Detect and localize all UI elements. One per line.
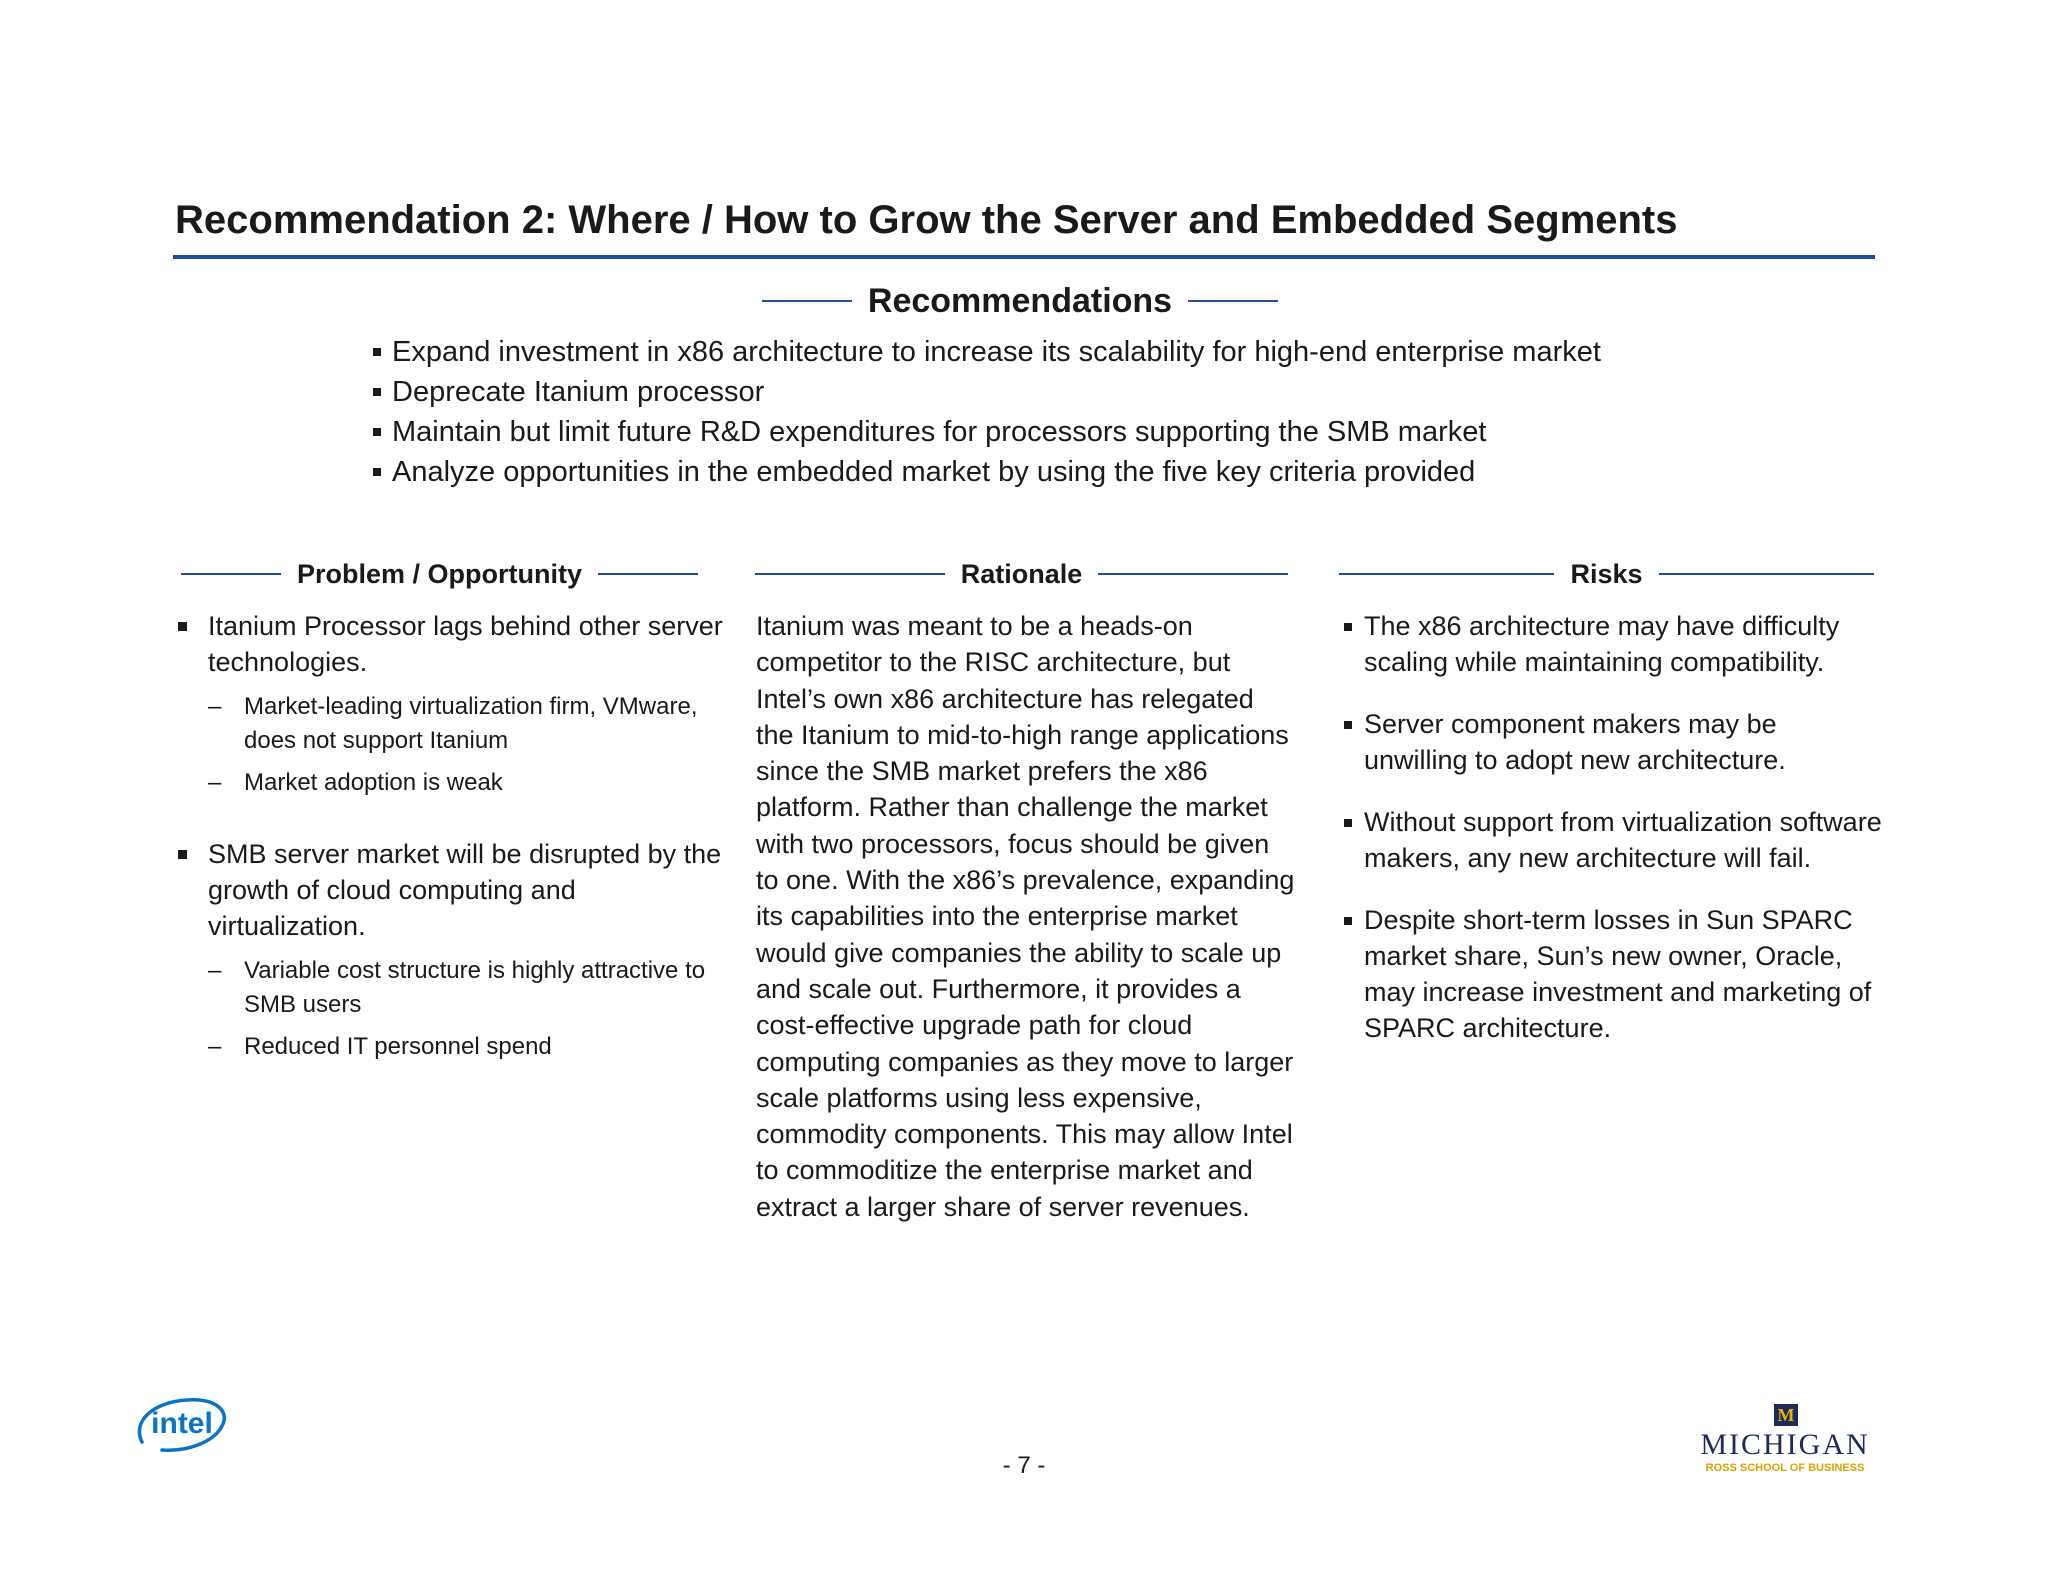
risk-bullet: Despite short-term losses in Sun SPARC market share, Sun’s new owner, Oracle, may increase investment and marketing of SPARC architecture. [1344,902,1884,1046]
risks-heading-label: Risks [1570,558,1643,589]
problem-bullet: Itanium Processor lags behind other server technologies. [178,608,738,680]
heading-rule-left [762,300,852,302]
recommendation-item: Deprecate Itanium processor [370,372,1770,412]
recommendation-item: Expand investment in x86 architecture to increase its scalability for high-end enterprise market [370,332,1770,372]
problem-subbullet: – Market adoption is weak [178,766,738,800]
heading-rule-right [1188,300,1278,302]
problem-subbullet: – Variable cost structure is highly attractive to SMB users [178,954,738,1022]
recommendation-item: Maintain but limit future R&D expenditures for processors supporting the SMB market [370,412,1770,452]
problem-subbullet: – Market-leading virtualization firm, VMware, does not support Itanium [178,690,738,758]
title-underline [173,255,1875,259]
risks-column [1344,608,1884,1072]
rationale-heading [755,556,1288,592]
michigan-ross-logo [1690,1404,1880,1474]
recommendations-list [370,332,1770,492]
risk-bullet: The x86 architecture may have difficulty scaling while maintaining compatibility. [1344,608,1884,680]
ross-school-label: ROSS SCHOOL OF BUSINESS [1705,1462,1865,1474]
risk-bullet: Server component makers may be unwilling to adopt new architecture. [1344,706,1884,778]
problem-opportunity-heading-label: Problem / Opportunity [296,558,582,589]
heading-rule-right [598,573,698,575]
risks-heading [1340,556,1873,592]
intel-logo-text: intel [151,1407,213,1440]
rationale-heading-label: Rationale [960,558,1083,589]
heading-rule-right [1098,573,1288,575]
heading-rule-left [181,573,281,575]
michigan-wordmark: MICHIGAN [1700,1428,1870,1461]
risk-bullet: Without support from virtualization software makers, any new architecture will fail. [1344,804,1884,876]
rationale-text: Itanium was meant to be a heads-on competitor to the RISC architecture, but Intel’s own x86 architecture has relegated the Itanium to mid-to-high range applications since the SMB market prefers the x86 platform. Rather than challenge the market with two processors, focus should be given to one. With the x86’s prevalence, expanding its capabilities into the enterprise market would give companies the ability to scale up and scale out. Furthermore, it provides a cost-effective upgrade path for cloud computing companies as they move to larger scale platforms using less expensive, commodity components. This may allow Intel to commoditize the enterprise market and extract a larger share of server revenues. [756,611,1295,1222]
intel-logo-icon [132,1392,232,1458]
slide-title: Recommendation 2: Where / How to Grow the Server and Embedded Segments [175,198,1678,242]
recommendation-item: Analyze opportunities in the embedded market by using the five key criteria provided [370,452,1770,492]
problem-bullet: SMB server market will be disrupted by the growth of cloud computing and virtualization. [178,836,738,944]
recommendations-heading-label: Recommendations [867,281,1173,320]
heading-rule-left [755,573,945,575]
michigan-block-m-icon: M [1774,1404,1798,1426]
heading-rule-right [1659,573,1874,575]
problem-opportunity-column [178,608,738,1064]
recommendations-heading [750,278,1290,324]
intel-logo [132,1392,232,1458]
problem-subbullet: – Reduced IT personnel spend [178,1030,738,1064]
page-number: - 7 - [1002,1452,1046,1479]
problem-opportunity-heading [173,556,706,592]
heading-rule-left [1339,573,1554,575]
